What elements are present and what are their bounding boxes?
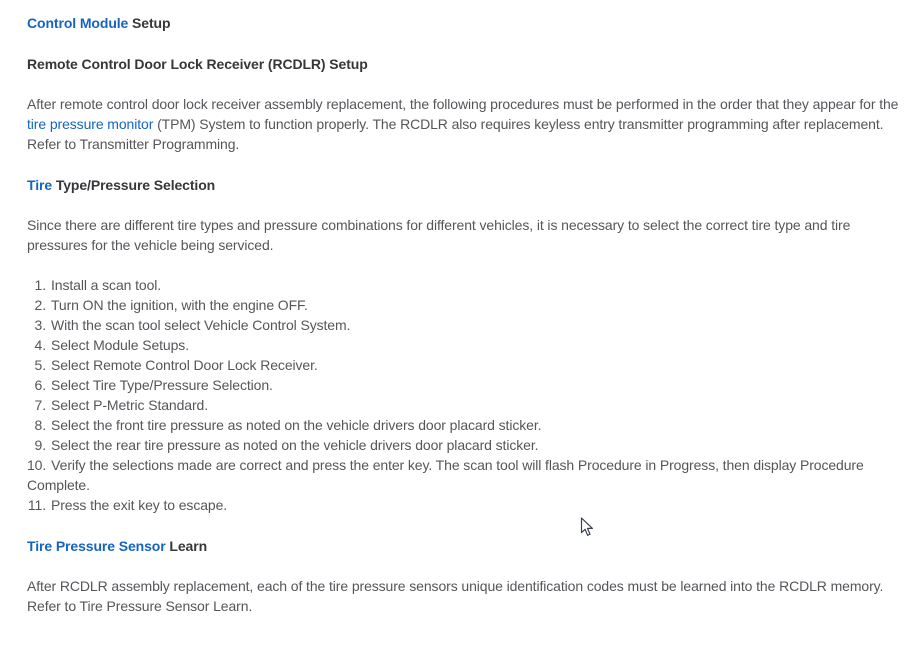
heading-control-module-setup — [27, 13, 906, 33]
step-number: 11. — [27, 497, 46, 513]
step-number: 4. — [34, 337, 46, 353]
heading-rcdlr-setup: Remote Control Door Lock Receiver (RCDLR) Setup — [27, 56, 368, 72]
step-text: Select Module Setups. — [51, 337, 189, 353]
step-item — [27, 275, 906, 295]
para-rcdlr — [27, 94, 906, 154]
step-text: Select the front tire pressure as noted on the vehicle drivers door placard sticker. — [51, 417, 542, 433]
step-item — [27, 375, 906, 395]
step-item — [27, 355, 906, 375]
step-text: Press the exit key to escape. — [51, 497, 228, 513]
para-sensor-learn: After RCDLR assembly replacement, each of the tire pressure sensors unique identification codes must be learned into the RCDLR memory. Refer to Tire Pressure Sensor Learn. — [27, 578, 884, 614]
tire-pressure-sensor-link[interactable]: Tire Pressure Sensor — [27, 538, 166, 554]
step-number: 6. — [34, 377, 46, 393]
step-number: 9. — [34, 437, 46, 453]
step-item — [27, 455, 906, 495]
step-number: 2. — [34, 297, 46, 313]
step-text: Verify the selections made are correct and press the enter key. The scan tool will flash Procedure in Progress, then display Procedure Complete. — [27, 457, 864, 493]
step-number: 1. — [34, 277, 46, 293]
step-item — [27, 495, 906, 515]
tire-pressure-monitor-link[interactable]: tire pressure monitor — [27, 116, 154, 132]
step-text: With the scan tool select Vehicle Control System. — [51, 317, 351, 333]
heading-sensor-learn-rest: Learn — [165, 538, 208, 554]
para-rcdlr-text-before: After remote control door lock receiver assembly replacement, the following procedures must be performed in the order that they appear for the — [27, 96, 899, 112]
procedure-steps-list — [27, 275, 906, 515]
control-module-link[interactable]: Control Module — [27, 15, 129, 31]
step-text: Select Tire Type/Pressure Selection. — [51, 377, 273, 393]
step-item — [27, 435, 906, 455]
step-number: 8. — [34, 417, 46, 433]
step-number: 3. — [34, 317, 46, 333]
heading-control-module-rest: Setup — [128, 15, 171, 31]
step-text: Select P-Metric Standard. — [51, 397, 209, 413]
heading-tire-type-rest: Type/Pressure Selection — [52, 177, 216, 193]
para-rcdlr-text-after: (TPM) System to function properly. The RCDLR also requires keyless entry transmitter programming after replacement. Refer to Transmitter Programming. — [27, 116, 884, 152]
para-tire-type: Since there are different tire types and pressure combinations for different vehicles, it is necessary to select the correct tire type and tire pressures for the vehicle being serviced. — [27, 217, 851, 253]
step-item — [27, 315, 906, 335]
step-number: 7. — [34, 397, 46, 413]
heading-tire-type-pressure-selection — [27, 175, 906, 195]
step-item — [27, 395, 906, 415]
step-item — [27, 295, 906, 315]
heading-tire-pressure-sensor-learn — [27, 536, 906, 556]
step-item — [27, 415, 906, 435]
step-number: 5. — [34, 357, 46, 373]
step-text: Select Remote Control Door Lock Receiver. — [51, 357, 318, 373]
tire-link[interactable]: Tire — [27, 177, 53, 193]
step-text: Install a scan tool. — [51, 277, 162, 293]
step-item — [27, 335, 906, 355]
step-text: Select the rear tire pressure as noted on the vehicle drivers door placard sticker. — [51, 437, 539, 453]
step-number: 10. — [27, 457, 47, 473]
step-text: Turn ON the ignition, with the engine OFF. — [51, 297, 308, 313]
